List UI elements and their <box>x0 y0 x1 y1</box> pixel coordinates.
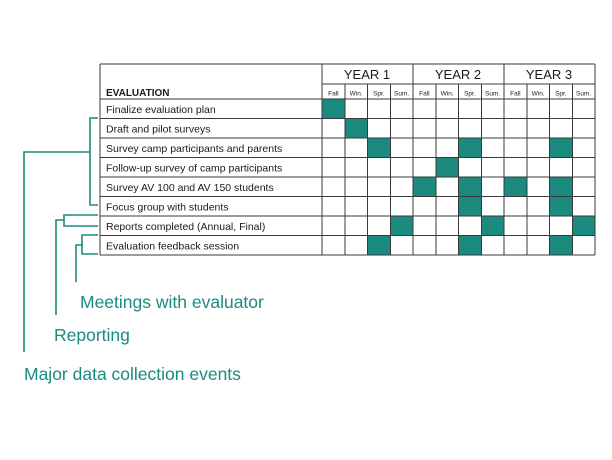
legend-brackets <box>24 118 98 352</box>
activity-label: Reports completed (Annual, Final) <box>106 221 266 233</box>
season-label: Win. <box>349 90 363 98</box>
schedule-cell-filled <box>459 197 482 217</box>
season-label: Win. <box>531 90 545 98</box>
activity-label: Follow-up survey of camp participants <box>106 162 283 175</box>
activity-label: Survey camp participants and parents <box>106 143 283 155</box>
schedule-cell-filled <box>436 158 459 178</box>
activity-label: Evaluation feedback session <box>106 240 240 253</box>
schedule-cell-filled <box>345 119 368 139</box>
schedule-cell-filled <box>572 216 595 236</box>
schedule-cell-filled <box>459 236 482 256</box>
schedule-cell-filled <box>322 99 345 119</box>
year-1-header: YEAR 1 <box>343 67 391 82</box>
schedule-cell-filled <box>459 177 482 197</box>
season-label: Sum. <box>485 90 501 98</box>
season-label: Fall <box>419 90 430 98</box>
schedule-cell-filled <box>504 177 527 197</box>
season-label: Spr. <box>464 90 476 98</box>
legend-reporting: Reporting <box>54 325 130 345</box>
activity-list <box>106 104 282 253</box>
schedule-cell-filled <box>550 236 573 256</box>
activity-label: Finalize evaluation plan <box>106 104 216 116</box>
season-label: Sum. <box>576 90 592 98</box>
schedule-cell-filled <box>481 216 504 236</box>
schedule-cell-filled <box>550 138 573 158</box>
schedule-cell-filled <box>550 177 573 197</box>
schedule-cell-filled <box>368 138 391 158</box>
season-label: Spr. <box>373 90 385 98</box>
bracket-meetings-with-evaluator <box>76 235 98 282</box>
schedule-cell-filled <box>459 138 482 158</box>
season-label: Fall <box>510 90 521 98</box>
schedule-cell-filled <box>368 236 391 256</box>
legend-meetings-with-evaluator: Meetings with evaluator <box>80 292 264 312</box>
activity-label: Focus group with students <box>106 201 229 214</box>
year-2-header: YEAR 2 <box>434 67 482 82</box>
season-label: Sum. <box>394 90 410 98</box>
schedule-cell-filled <box>550 197 573 217</box>
season-label: Fall <box>328 90 339 98</box>
schedule-cell-filled <box>413 177 436 197</box>
evaluation-header: EVALUATION <box>106 88 170 99</box>
activity-label: Draft and pilot surveys <box>106 123 211 136</box>
season-label: Spr. <box>555 90 567 98</box>
year-3-header: YEAR 3 <box>525 67 573 82</box>
season-label: Win. <box>440 90 454 98</box>
schedule-cell-filled <box>390 216 413 236</box>
legend-major-data-collection-events: Major data collection events <box>24 364 241 384</box>
activity-label: Survey AV 100 and AV 150 students <box>106 182 274 194</box>
